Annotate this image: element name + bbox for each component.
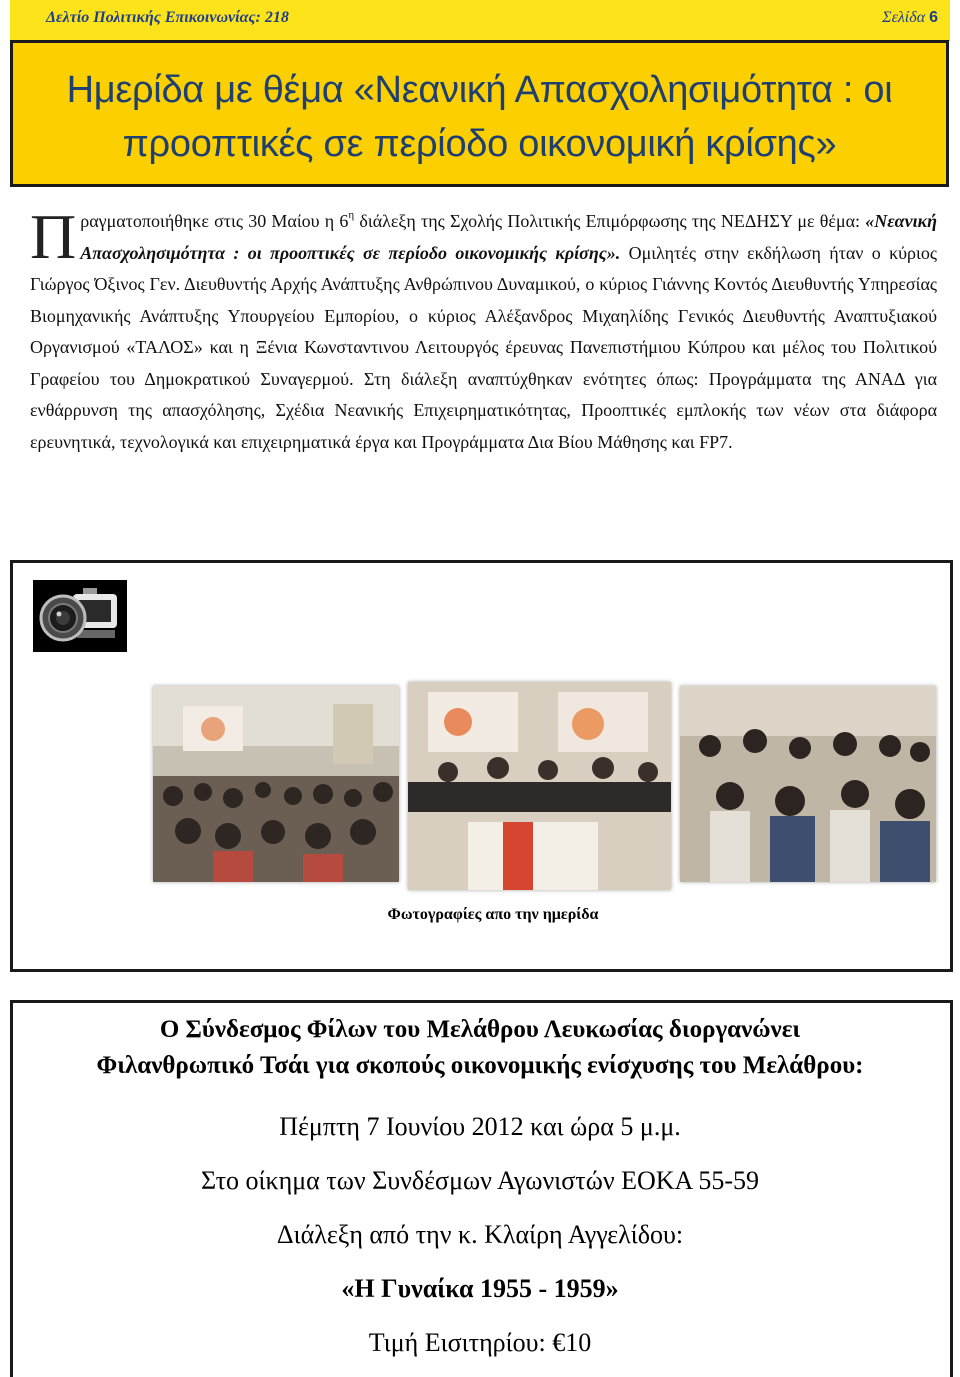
article-title-line-1: Ημερίδα με θέμα «Νεανική Απασχολησιμότητα : οι	[66, 69, 893, 111]
event-heading-line-1: Ο Σύνδεσμος Φίλων του Μελάθρου Λευκωσίας διοργανώνει	[159, 1016, 801, 1043]
article-title-box	[10, 40, 949, 187]
event-lecture-title: «Η Γυναίκα 1955 - 1959»	[341, 1274, 619, 1303]
article-text-start: ραγματοποιήθηκε στις 30 Μαίου η 6	[80, 211, 349, 231]
page-label: Σελίδα	[882, 9, 926, 26]
drop-cap: Π	[30, 201, 77, 272]
photo-caption: Φωτογραφίες απο την ημερίδα	[387, 906, 599, 923]
ordinal-superscript: η	[348, 209, 355, 221]
page-number: 6	[929, 9, 938, 26]
event-photo-audience	[153, 686, 399, 882]
article-text-intro: διάλεξη της Σχολής Πολιτικής Επιμόρφωσης της ΝΕΔΗΣΥ με θέμα:	[354, 211, 866, 231]
article-title-line-2: προοπτικές σε περίοδο οικονομική κρίσης»	[122, 123, 837, 165]
event-heading-line-2: Φιλανθρωπικό Τσάι για σκοπούς οικονομικής ενίσχυσης του Μελάθρου:	[96, 1052, 864, 1079]
camera-icon	[33, 580, 127, 652]
event-photo-panel	[408, 682, 671, 890]
event-heading	[0, 1012, 960, 1084]
page-header	[10, 0, 950, 41]
event-venue: Στο οίκημα των Συνδέσμων Αγωνιστών ΕΟΚΑ 55-59	[200, 1166, 760, 1195]
event-ticket-price: Τιμή Εισιτηρίου: €10	[368, 1328, 592, 1357]
newsletter-title: Δελτίο Πολιτικής Επικοινωνίας: 218	[46, 9, 289, 26]
event-photo-attendees	[680, 686, 936, 882]
page-indicator	[882, 9, 938, 27]
article-body	[30, 201, 938, 458]
lecture-topic: «Νεανική Απασχολησιμότητα : οι προοπτικές σε περίοδο οικονομικής κρίσης».	[80, 211, 938, 263]
article-title	[13, 63, 946, 171]
event-date: Πέμπτη 7 Ιουνίου 2012 και ώρα 5 μ.μ.	[279, 1112, 681, 1141]
event-lecture: Διάλεξη από την κ. Κλαίρη Αγγελίδου:	[276, 1220, 684, 1249]
article-text-body: Ομιλητές στην εκδήλωση ήταν ο κύριος Γιώργος Όξινος Γεν. Διευθυντής Αρχής Ανάπτυξης Ανθρώπινου Δυναμικού, ο κύριος Γιάννης Κοντός Διευθυντής Υπηρεσίας Βιομηχανικής Ανάπτυξης Υπουργείου Εμπορίου, ο κύριος Αλέξανδρος Μιχαηλίδης Γενικός Διευθυντής Αναπτυξιακού Οργανισμού «ΤΑΛΟΣ» και η Ξένια Κωνσταντινου Λειτουργός έρευνας Πανεπιστήμιου Κύπρου και μέλος του Πολιτικού Γραφείου του Δημοκρατικού Συναγερμού. Στη διάλεξη αναπτύχθηκαν ενότητες όπως: Προγράμματα της ΑΝΑΔ για ενθάρρυνση της απασχόλησης, Σχέδια Νεανικής Επιχειρηματικότητας, Προοπτικές εμπλοκής των νέων στα διάφορα ερευνητικά, τεχνολογικά και επιχειρηματικά έργα και Προγράμματα Δια Βίου Μάθησης και FP7.	[30, 242, 938, 452]
